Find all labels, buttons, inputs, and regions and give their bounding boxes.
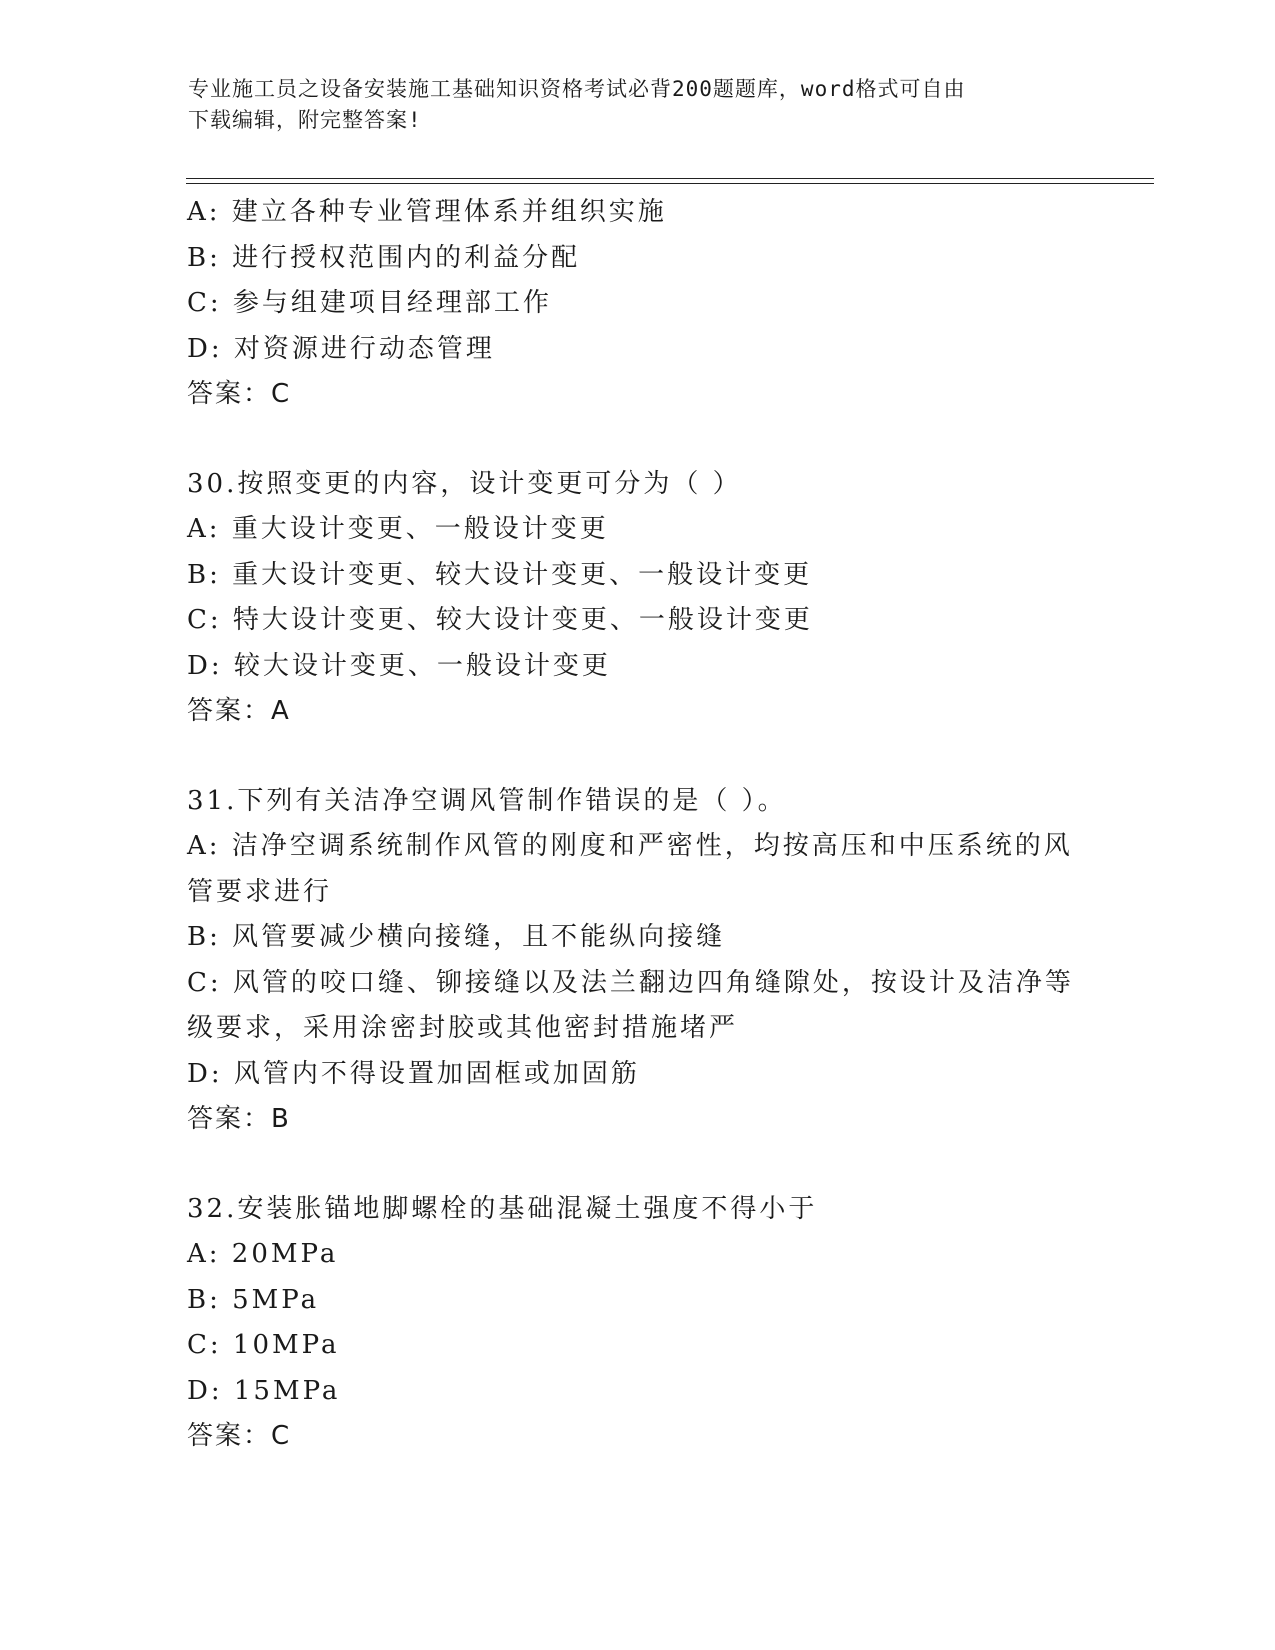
- option-d: D: 对资源进行动态管理: [187, 333, 495, 364]
- option-c: C: 参与组建项目经理部工作: [187, 288, 552, 318]
- answer: 答案：A: [187, 696, 291, 726]
- question-31: [187, 779, 1087, 1143]
- option-a: A: 20MPa: [187, 1239, 339, 1269]
- option-c: C: 10MPa: [187, 1330, 340, 1360]
- option-d: D: 较大设计变更、一般设计变更: [187, 650, 611, 681]
- question-stem: 31.下列有关洁净空调风管制作错误的是（ ）。: [187, 785, 787, 816]
- question-stem: 32.安装胀锚地脚螺栓的基础混凝土强度不得小于: [187, 1193, 818, 1224]
- option-c: C: 风管的咬口缝、铆接缝以及法兰翻边四角缝隙处，按设计及洁净等: [187, 967, 1074, 998]
- option-a: A: 重大设计变更、一般设计变更: [187, 514, 609, 544]
- option-b: B: 风管要减少横向接缝，且不能纵向接缝: [187, 922, 726, 952]
- question-list: [187, 190, 1087, 1460]
- option-a-continued: 管要求进行: [187, 876, 333, 907]
- header-line-1: 专业施工员之设备安装施工基础知识资格考试必背200题题库，word格式可自由: [188, 77, 966, 101]
- option-b: B: 重大设计变更、较大设计变更、一般设计变更: [187, 559, 813, 590]
- option-b: B: 5MPa: [187, 1284, 320, 1315]
- question-30: [187, 462, 1087, 735]
- option-a: A: 洁净空调系统制作风管的刚度和严密性，均按高压和中压系统的风: [187, 831, 1073, 861]
- answer: 答案：C: [187, 1421, 292, 1451]
- question-stem: 30.按照变更的内容，设计变更可分为（ ）: [187, 468, 742, 499]
- question-29-continued: [187, 190, 1087, 418]
- answer: 答案：B: [187, 1104, 291, 1134]
- option-d: D: 风管内不得设置加固框或加固筋: [187, 1058, 640, 1089]
- question-32: [187, 1187, 1087, 1460]
- option-b: B: 进行授权范围内的利益分配: [187, 242, 581, 273]
- document-header: [188, 74, 1068, 136]
- option-d: D: 15MPa: [187, 1375, 341, 1406]
- option-a: A: 建立各种专业管理体系并组织实施: [187, 197, 667, 227]
- header-divider-bottom: [186, 183, 1154, 184]
- option-c-continued: 级要求，采用涂密封胶或其他密封措施堵严: [187, 1013, 739, 1043]
- header-divider-top: [186, 178, 1154, 179]
- option-c: C: 特大设计变更、较大设计变更、一般设计变更: [187, 605, 813, 635]
- header-line-2: 下载编辑，附完整答案!: [188, 108, 422, 132]
- answer: 答案：C: [187, 379, 292, 409]
